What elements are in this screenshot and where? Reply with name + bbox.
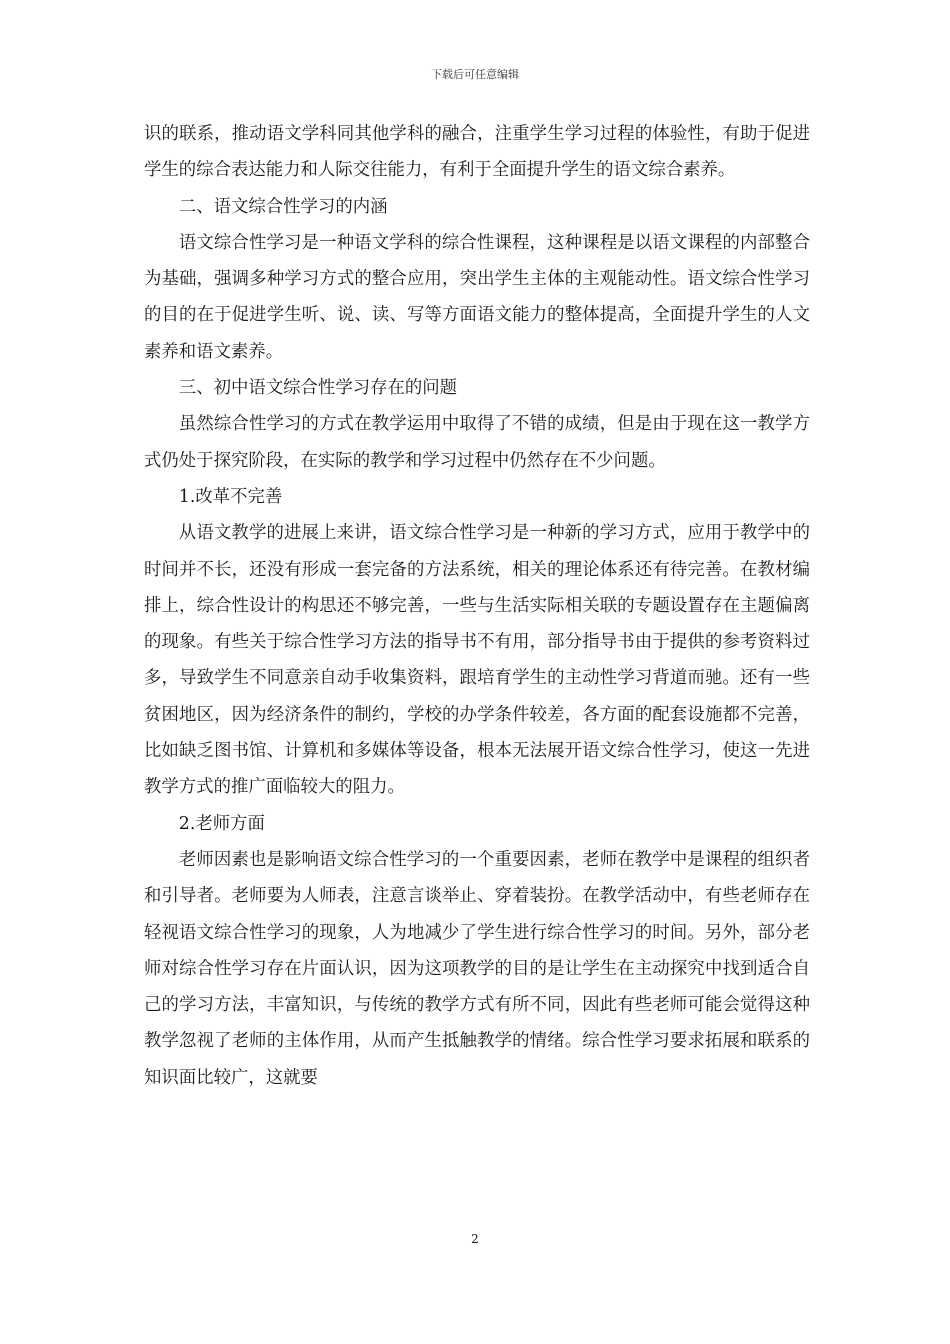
paragraph-teacher: 老师因素也是影响语文综合性学习的一个重要因素，老师在教学中是课程的组织者和引导者。老师要为人师表，注意言谈举止、穿着装扮。在教学活动中，有些老师存在轻视语文综合性学习的现象，人为地减少了学生进行综合性学习的时间。另外，部分老师对综合性学习存在片面认识，因为这项教学的目的是让学生在主动探究中找到适合自己的学习方法，丰富知识，与传统的教学方式有所不同，因此有些老师可能会觉得这种教学忽视了老师的主体作用，从而产生抵触教学的情绪。综合性学习要求拓展和联系的知识面比较广，这就要 (144, 849, 810, 1088)
paragraph-problems-intro: 虽然综合性学习的方式在教学运用中取得了不错的成绩，但是由于现在这一教学方式仍处于探究阶段，在实际的教学和学习过程中仍然存在不少问题。 (144, 414, 810, 471)
page-number: 2 (471, 1232, 479, 1246)
paragraph-connotation: 语文综合性学习是一种语文学科的综合性课程，这种课程是以语文课程的内部整合为基础，强调多种学习方式的整合应用，突出学生主体的主观能动性。语文综合性学习的目的在于促进学生听、说、读、写等方面语文能力的整体提高，全面提升学生的人文素养和语文素养。 (144, 232, 810, 362)
document-body (144, 116, 810, 1096)
paragraph-continuation: 识的联系，推动语文学科同其他学科的融合，注重学生学习过程的体验性，有助于促进学生的综合表达能力和人际交往能力，有利于全面提升学生的语文综合素养。 (144, 124, 810, 181)
page-header: 下载后可任意编辑 (431, 68, 519, 81)
subheading-teacher: 2.老师方面 (178, 813, 265, 834)
paragraph-reform: 从语文教学的进展上来讲，语文综合性学习是一种新的学习方式，应用于教学中的时间并不长，还没有形成一套完备的方法系统，相关的理论体系还有待完善。在教材编排上，综合性设计的构思还不够完善，一些与生活实际相关联的专题设置存在主题偏离的现象。有些关于综合性学习方法的指导书不有用，部分指导书由于提供的参考资料过多，导致学生不同意亲自动手收集资料，跟培育学生的主动性学习背道而驰。还有一些贫困地区，因为经济条件的制约，学校的办学条件较差，各方面的配套设施都不完善，比如缺乏图书馆、计算机和多媒体等设备，根本无法展开语文综合性学习，使这一先进教学方式的推广面临较大的阻力。 (144, 523, 810, 798)
subheading-reform: 1.改革不完善 (178, 486, 283, 507)
section-heading-connotation: 二、语文综合性学习的内涵 (178, 196, 388, 217)
section-heading-problems: 三、初中语文综合性学习存在的问题 (178, 378, 458, 399)
